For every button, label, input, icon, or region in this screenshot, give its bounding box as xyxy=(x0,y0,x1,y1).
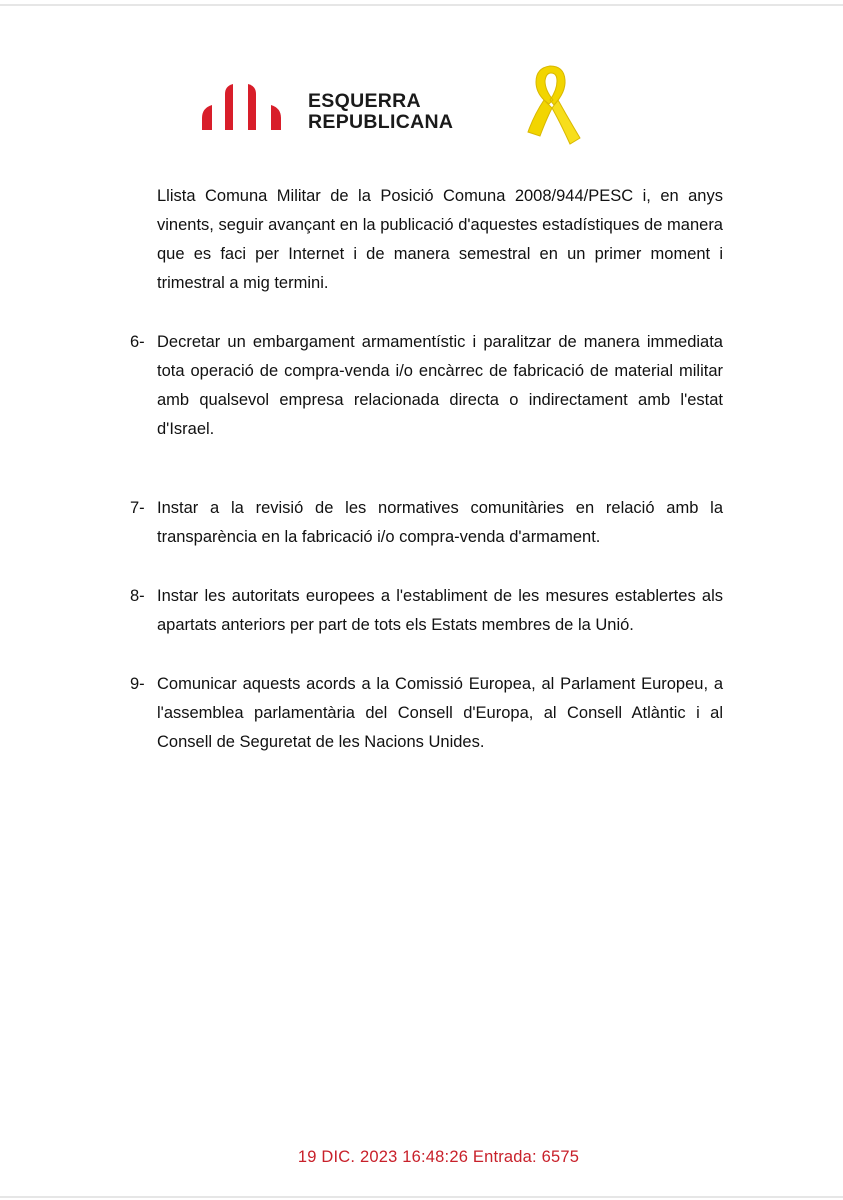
party-logo-mark-icon xyxy=(200,82,290,132)
item-text-7: Instar a la revisió de les normatives comunitàries en relació amb la transparència en la fabricació i/o compra-venda d'armament. xyxy=(157,499,723,546)
top-divider xyxy=(0,4,843,6)
item-text-8: Instar les autoritats europees a l'establiment de les mesures establertes als apartats anteriors per part de tots els Estats membres de la Unió. xyxy=(157,587,723,634)
intro-paragraph: Llista Comuna Militar de la Posició Comuna 2008/944/PESC i, en anys vinents, seguir avançant en la publicació d'aquestes estadístiques de manera que es faci per Internet i de manera semestral en un primer moment i trimestral a mig termini. xyxy=(157,187,723,292)
item-number-8: 8- xyxy=(130,587,145,605)
item-text-6: Decretar un embargament armamentístic i paralitzar de manera immediata tota operació de compra-venda i/o encàrrec de fabricació de material militar amb qualsevol empresa relacionada directa o indirectament amb l'estat d'Israel. xyxy=(157,333,723,438)
bottom-divider xyxy=(0,1196,843,1198)
registry-stamp: 19 DIC. 2023 16:48:26 Entrada: 6575 xyxy=(297,1148,580,1166)
item-number-9: 9- xyxy=(130,675,145,693)
party-name-line2: REPUBLICANA xyxy=(308,111,454,133)
item-number-7: 7- xyxy=(130,499,145,517)
yellow-ribbon-icon xyxy=(520,60,582,150)
party-logo xyxy=(200,82,460,132)
item-number-6: 6- xyxy=(130,333,145,351)
party-name xyxy=(308,91,453,133)
party-name-line1: ESQUERRA xyxy=(308,90,421,112)
item-text-9: Comunicar aquests acords a la Comissió Europea, al Parlament Europeu, a l'assemblea parlamentària del Consell d'Europa, al Consell Atlàntic i al Consell de Seguretat de les Nacions Unides. xyxy=(157,675,723,751)
